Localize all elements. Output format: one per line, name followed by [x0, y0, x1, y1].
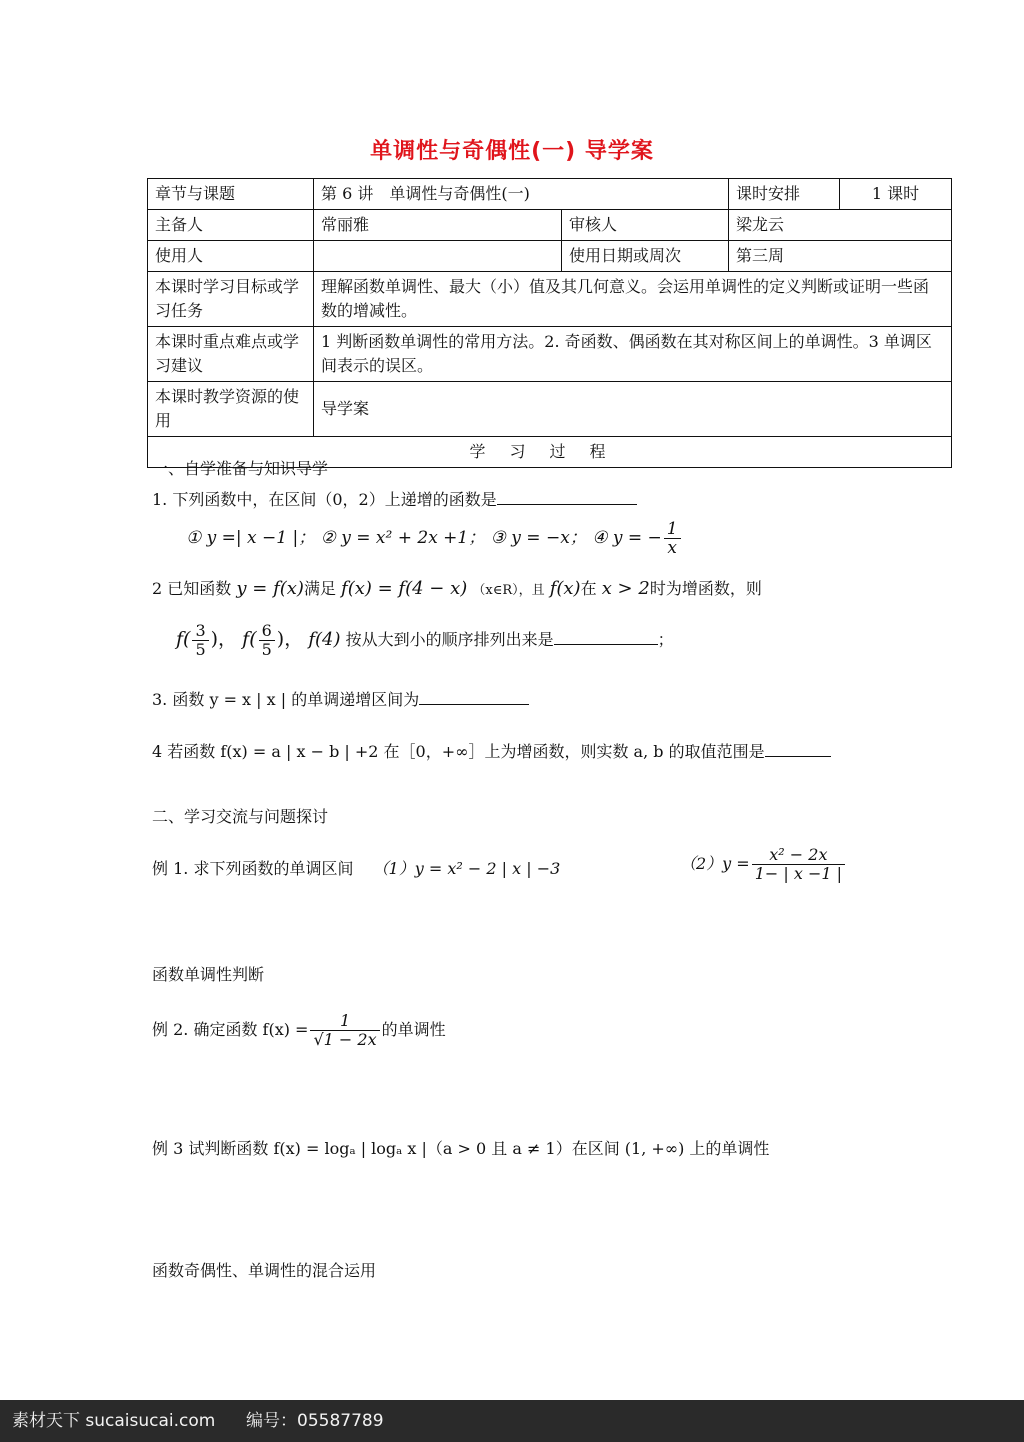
watermark-bar	[0, 1400, 1024, 1442]
chapter-label: 章节与课题	[148, 179, 314, 210]
example-2-fraction: $\frac{1}{√1 - 2x}$	[310, 1012, 379, 1049]
example-1	[152, 856, 560, 882]
user-value	[314, 241, 562, 272]
example-1-fraction: $\frac{\text{x² − 2x}}{1- | x -1 |}$	[752, 846, 845, 883]
table-row	[148, 241, 952, 272]
answer-blank	[554, 626, 658, 645]
document-title: 单调性与奇偶性(一) 导学案	[370, 139, 654, 164]
option-4: ④ y = −	[592, 528, 662, 548]
question-2-line-2: f( $\frac{3}{5}$ )， f( $\frac{6}{5}$ )， f(4) 按从大到小的顺序排列出来是 ；	[176, 621, 674, 659]
example-2: 例 2. 确定函数 f(x) = $\frac{1}{√1 - 2x}$ 的单调性	[152, 1011, 446, 1049]
example-3: 例 3 试判断函数 f(x) = logₐ | logₐ x |（a > 0 且 a ≠ 1）在区间 (1, +∞) 上的单调性	[152, 1139, 770, 1158]
fraction-3-5: $\frac{3}{5}$	[192, 622, 208, 659]
reviewer-value: 梁龙云	[729, 210, 952, 241]
preparer-value: 常丽雅	[314, 210, 562, 241]
reviewer-label: 审核人	[562, 210, 729, 241]
question-1-options	[186, 520, 683, 557]
table-row	[148, 327, 952, 382]
usage-date-label: 使用日期或周次	[562, 241, 729, 272]
preparer-label: 主备人	[148, 210, 314, 241]
example-1-part-1: （1）y = x² − 2 | x | −3	[372, 859, 561, 878]
resources-label: 本课时教学资源的使用	[148, 382, 314, 437]
answer-blank	[497, 486, 637, 505]
objectives-label: 本课时学习目标或学习任务	[148, 272, 314, 327]
question-4	[152, 738, 831, 765]
subheading-mixed-use: 函数奇偶性、单调性的混合运用	[152, 1261, 377, 1280]
course-info-table	[147, 178, 952, 468]
fraction-6-5: $\frac{6}{5}$	[259, 622, 275, 659]
table-row	[148, 272, 952, 327]
objectives-value: 理解函数单调性、最大（小）值及其几何意义。会运用单调性的定义判断或证明一些函数的增减性。	[314, 272, 952, 327]
schedule-value: 1 课时	[840, 179, 952, 210]
question-4-text: 4 若函数 f(x) = a | x − b | +2 在［0，+∞］上为增函数，则实数 a, b 的取值范围是	[152, 742, 765, 761]
question-1-text: 1. 下列函数中，在区间（0，2）上递增的函数是	[152, 490, 497, 509]
subheading-monotonicity: 函数单调性判断	[152, 965, 265, 984]
question-2-line-1: 2 已知函数 y = f(x)满足 f(x) = f(4 − x) （x∈R），且 f(x)在 x > 2时为增函数，则	[152, 578, 762, 599]
section-1-heading: 一、自学准备与知识导学	[152, 459, 329, 478]
schedule-label: 课时安排	[729, 179, 840, 210]
resources-value: 导学案	[314, 382, 952, 437]
option-3: ③ y = −x；	[490, 528, 587, 548]
table-row	[148, 382, 952, 437]
user-label: 使用人	[148, 241, 314, 272]
option-2: ② y = x² + 2x +1；	[320, 528, 486, 548]
section-2-heading: 二、学习交流与问题探讨	[152, 807, 329, 826]
question-1	[152, 486, 637, 513]
keypoints-label: 本课时重点难点或学习建议	[148, 327, 314, 382]
question-3	[152, 686, 529, 713]
example-1-label: 例 1. 求下列函数的单调区间	[152, 859, 354, 878]
answer-blank	[419, 686, 529, 705]
learning-process-heading: 学习过程	[148, 437, 952, 468]
table-row	[148, 179, 952, 210]
answer-blank	[765, 738, 831, 757]
option-4-fraction: $\frac{1}{x}$	[664, 520, 681, 557]
table-row	[148, 210, 952, 241]
example-1-part-2: （2）y = $\frac{\text{x² − 2x}}{1- | x -1 |}$	[680, 846, 847, 883]
keypoints-value: 1 判断函数单调性的常用方法。2. 奇函数、偶函数在其对称区间上的单调性。3 单调区间表示的误区。	[314, 327, 952, 382]
usage-date-value: 第三周	[729, 241, 952, 272]
option-1: ① y =| x −1 |；	[186, 528, 316, 548]
watermark-site: 素材天下 sucaisucai.com	[12, 1411, 216, 1431]
watermark-id: 编号：05587789	[246, 1411, 384, 1431]
chapter-topic: 第 6 讲 单调性与奇偶性(一)	[314, 179, 729, 210]
question-3-text: 3. 函数 y = x | x | 的单调递增区间为	[152, 690, 420, 709]
